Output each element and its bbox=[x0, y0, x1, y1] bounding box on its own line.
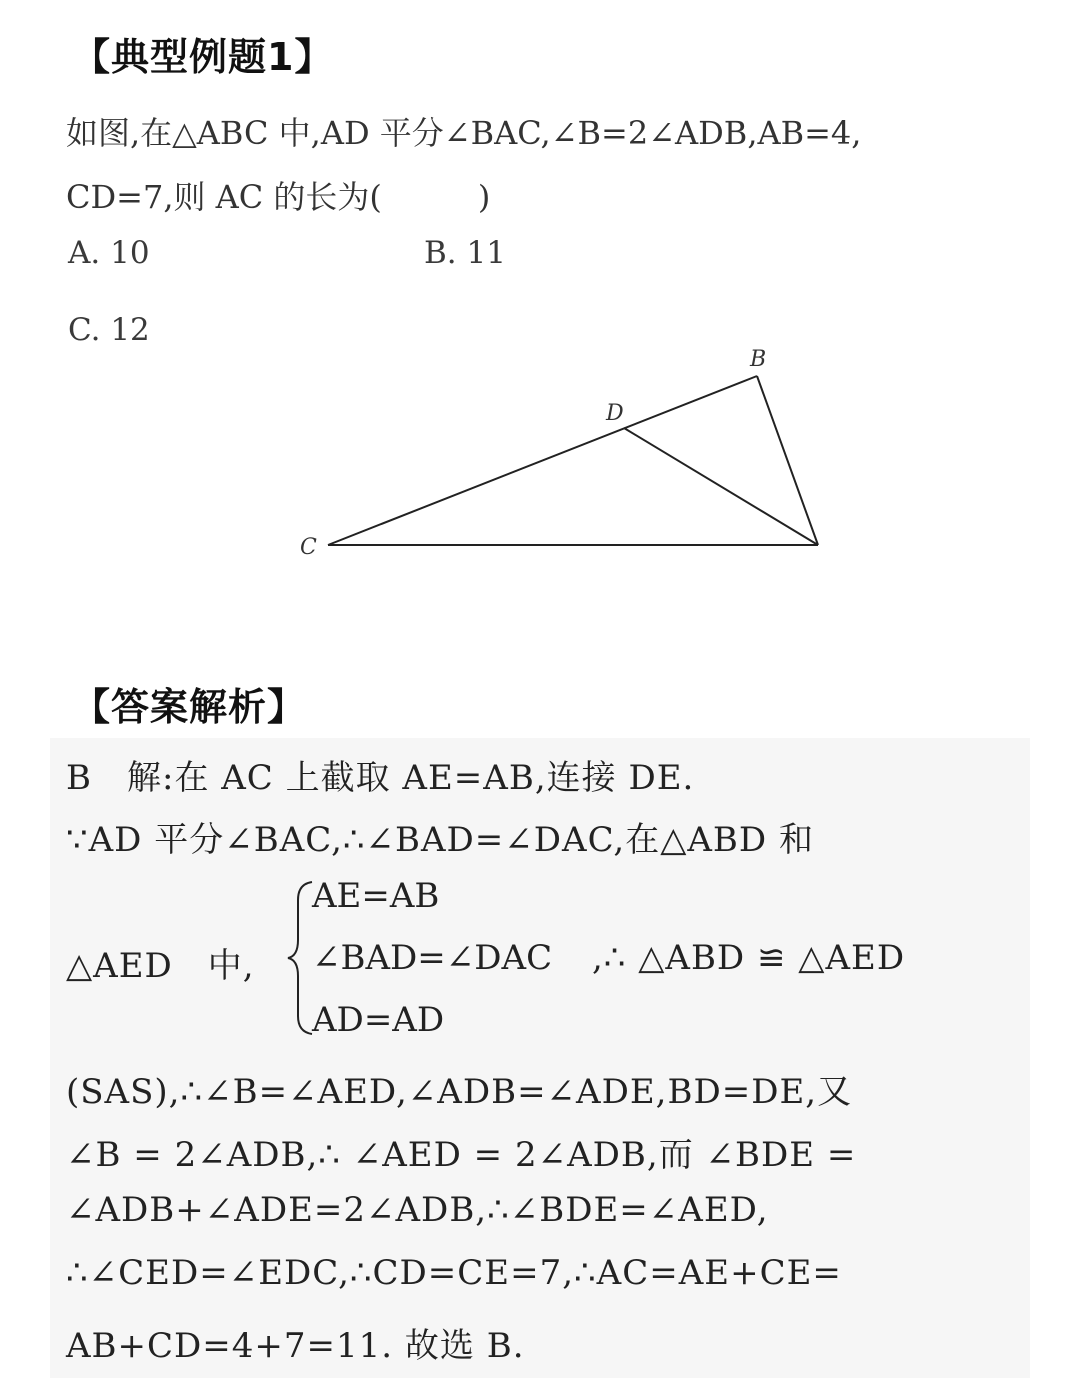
solution-line-8: AB+CD=4+7=11. 故选 B. bbox=[66, 1326, 525, 1366]
brace-item-1: AE=AB bbox=[312, 876, 440, 916]
solution-line-7: ∴∠CED=∠EDC,∴CD=CE=7,∴AC=AE+CE= bbox=[66, 1253, 842, 1293]
solution-line-6: ∠ADB+∠ADE=2∠ADB,∴∠BDE=∠AED, bbox=[66, 1190, 769, 1230]
option-a: A. 10 bbox=[68, 235, 150, 271]
solution-line-3-left: △AED 中, bbox=[66, 946, 255, 986]
question-line-2: CD=7,则 AC 的长为( ) bbox=[66, 178, 491, 216]
option-b: B. 11 bbox=[424, 235, 506, 271]
question-line-1: 如图,在△ABC 中,AD 平分∠BAC,∠B=2∠ADB,AB=4, bbox=[66, 114, 862, 152]
label-d: D bbox=[606, 401, 624, 426]
solution-line-4: (SAS),∴∠B=∠AED,∠ADB=∠ADE,BD=DE,又 bbox=[66, 1072, 853, 1112]
solution-line-1: B 解:在 AC 上截取 AE=AB,连接 DE. bbox=[66, 758, 695, 798]
label-b: B bbox=[750, 347, 767, 372]
option-c: C. 12 bbox=[68, 312, 150, 348]
solution-line-2: ∵AD 平分∠BAC,∴∠BAD=∠DAC,在△ABD 和 bbox=[66, 820, 814, 860]
label-c: C bbox=[300, 535, 317, 560]
solution-line-3-right: ,∴ △ABD ≌ △AED bbox=[592, 938, 906, 978]
brace-item-2: ∠BAD=∠DAC bbox=[312, 938, 553, 978]
answer-heading: 【答案解析】 bbox=[72, 685, 307, 729]
brace-item-3: AD=AD bbox=[312, 1000, 445, 1040]
example-heading: 【典型例题1】 bbox=[72, 35, 334, 79]
solution-line-5: ∠B = 2∠ADB,∴ ∠AED = 2∠ADB,而 ∠BDE = bbox=[66, 1135, 857, 1175]
